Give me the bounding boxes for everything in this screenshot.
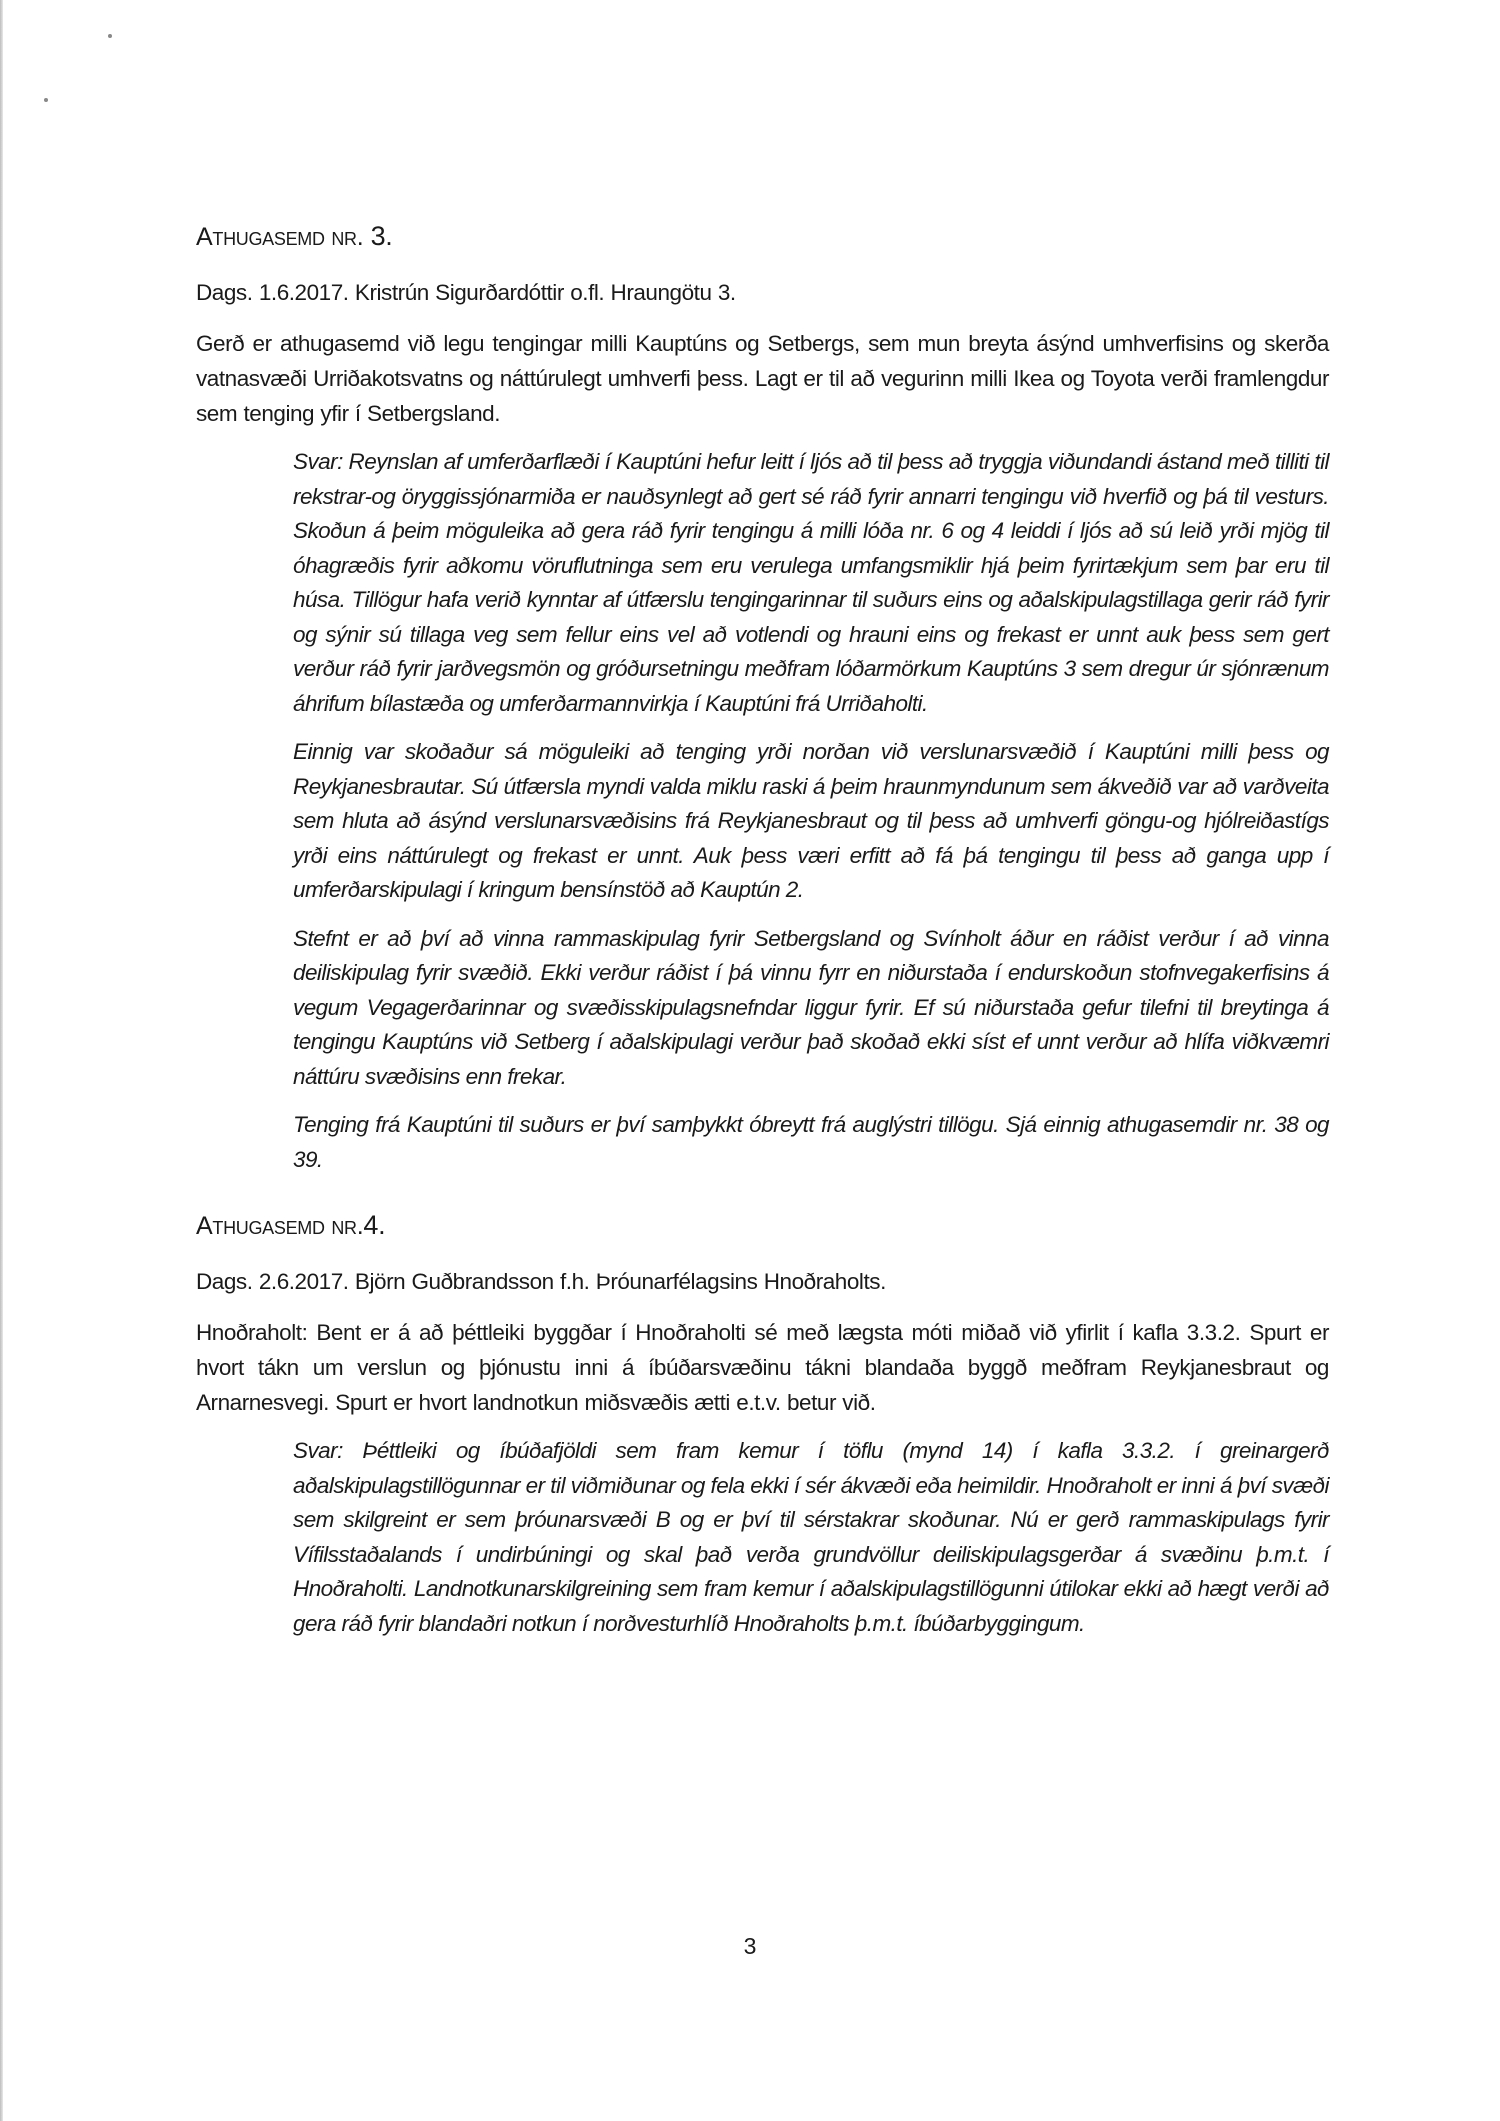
answer-paragraph: Einnig var skoðaður sá möguleiki að tenging yrði norðan við verslunarsvæðið í Kauptúni milli þess og Reykjanesbrautar. Sú útfærsla myndi valda miklu raski á þeim hraunmyndunum sem ákveðið var að varðveita sem hluta að ásýnd verslunarsvæðisins frá Reykjanesbraut og til þess að umhverfi göngu-og hjólreiðastígs yrði eins náttúrulegt og frekast er unnt. Auk þess væri erfitt að fá þá tengingu til þess að ganga upp í umferðarskipulagi í kringum bensínstöð að Kauptún 2. — [293, 739, 1329, 902]
comment-heading — [196, 220, 1329, 253]
comment-section-3 — [196, 220, 1329, 1177]
scan-speck — [44, 98, 48, 102]
comment-text: Gerð er athugasemd við legu tengingar milli Kauptúns og Setbergs, sem mun breyta ásýnd umhverfisins og skerða vatnasvæði Urriðakotsvatns og náttúrulegt umhverfi þess. Lagt er til að vegurinn milli Ikea og Toyota verði framlengdur sem tenging yfir í Setbergsland. — [196, 331, 1329, 426]
heading-number: 4. — [363, 1210, 386, 1240]
page-number: 3 — [743, 1933, 757, 1959]
answer-paragraph: Svar: Þéttleiki og íbúðafjöldi sem fram kemur í töflu (mynd 14) í kafla 3.3.2. í greinargerð aðalskipulagstillögunnar er til viðmiðunar og fela ekki í sér ákvæði eða heimildir. Hnoðraholt er inni á því svæði sem skilgreint er sem þróunarsvæði B og er því til sérstakrar skoðunar. Nú er gerð rammaskipulags fyrir Vífilsstaðalands í undirbúningi og skal það verða grundvöllur deiliskipulagsgerðar á svæðinu þ.m.t. í Hnoðraholti. Landnotkunarskilgreining sem fram kemur í aðalskipulagstillögunni útilokar ekki að hægt verði að gera ráð fyrir blandaðri notkun í norðvesturhlíð Hnoðraholts þ.m.t. íbúðarbyggingum. — [293, 1438, 1329, 1636]
heading-number: 3. — [363, 221, 393, 251]
comment-heading — [196, 1209, 1329, 1242]
heading-label: Athugasemd nr. — [196, 223, 364, 251]
answer-paragraph: Svar: Reynslan af umferðarflæði í Kauptúni hefur leitt í ljós að til þess að tryggja viðundandi ástand með tilliti til rekstrar-og öryggissjónarmiða er nauðsynlegt að gert sé ráð fyrir annarri tengingu við hverfið og þá til vesturs. Skoðun á þeim möguleika að gera ráð fyrir tengingu á milli lóða nr. 6 og 4 leiddi í ljós að sú leið yrði mjög til óhagræðis fyrir aðkomu vöruflutninga sem eru verulega umfangsmiklir hjá þeim fyrirtækjum sem þar eru til húsa. Tillögur hafa verið kynntar af útfærslu tengingarinnar til suðurs eins og aðalskipulagstillaga gerir ráð fyrir og sýnir sú tillaga veg sem fellur eins vel að votlendi og hrauni eins og frekast er unnt auk þess sem gert verður ráð fyrir jarðvegsmön og gróðursetningu meðfram lóðarmörkum Kauptúns 3 sem dregur úr sjónrænum áhrifum bílastæða og umferðarmannvirkja í Kauptúni frá Urriðaholti. — [293, 449, 1329, 716]
comment-text: Hnoðraholt: Bent er á að þéttleiki byggðar í Hnoðraholti sé með lægsta móti miðað við yfirlit í kafla 3.3.2. Spurt er hvort tákn um verslun og þjónustu inni á íbúðarsvæðinu tákni blandaða byggð meðfram Reykjanesbraut og Arnarnesvegi. Spurt er hvort landnotkun miðsvæðis ætti e.t.v. betur við. — [196, 1320, 1329, 1415]
section-spacer — [196, 1191, 1329, 1209]
scan-speck — [108, 34, 112, 38]
heading-label: Athugasemd nr. — [196, 1212, 364, 1240]
comment-date-author: Dags. 1.6.2017. Kristrún Sigurðardóttir o.fl. Hraungötu 3. — [196, 280, 736, 305]
scan-edge — [0, 0, 3, 2121]
comment-date-author: Dags. 2.6.2017. Björn Guðbrandsson f.h. Þróunarfélagsins Hnoðraholts. — [196, 1269, 886, 1294]
comment-section-4 — [196, 1209, 1329, 1641]
answer-conclusion: Tenging frá Kauptúni til suðurs er því samþykkt óbreytt frá auglýstri tillögu. Sjá einnig athugasemdir nr. 38 og 39. — [293, 1112, 1329, 1172]
document-page — [196, 220, 1329, 1655]
answer-paragraph: Stefnt er að því að vinna rammaskipulag fyrir Setbergsland og Svínholt áður en ráðist verður í að vinna deiliskipulag fyrir svæðið. Ekki verður ráðist í þá vinnu fyrr en niðurstaða í endurskoðun stofnvegakerfisins á vegum Vegagerðarinnar og svæðisskipulagsnefndar liggur fyrir. Ef sú niðurstaða gefur tilefni til breytinga á tengingu Kauptúns við Setberg í aðalskipulagi verður það skoðað ekki síst ef unnt verður að hlífa viðkvæmri náttúru svæðisins enn frekar. — [293, 925, 1329, 1089]
